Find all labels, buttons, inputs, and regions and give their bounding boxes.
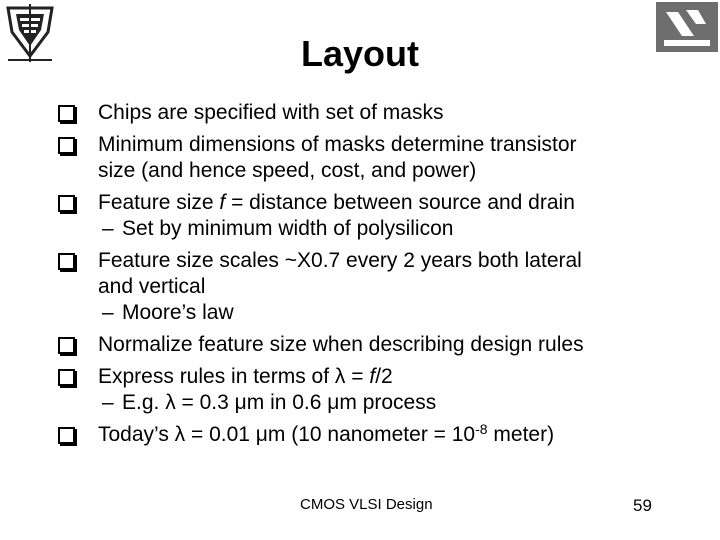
checkbox-bullet-icon (58, 337, 75, 354)
checkbox-bullet-icon (58, 427, 75, 444)
checkbox-bullet-icon (58, 253, 75, 270)
page-number: 59 (633, 496, 652, 515)
sub-bullet-item: – E.g. λ = 0.3 μm in 0.6 μm process (102, 391, 437, 414)
bullet-item: Today’s λ = 0.01 μm (10 nanometer = $10^{-8}$ meter) (58, 422, 708, 448)
bullet-item: Minimum dimensions of masks determine transistor size (and hence speed, cost, and power) (58, 132, 708, 184)
checkbox-bullet-icon (58, 105, 75, 122)
checkbox-bullet-icon (58, 195, 75, 212)
checkbox-bullet-icon (58, 137, 75, 154)
sub-bullet-item: – Moore’s law (102, 301, 234, 324)
checkbox-bullet-icon (58, 369, 75, 386)
slide-title: Layout (300, 33, 419, 74)
bullet-item: Feature size scales ~X0.7 every 2 years both lateral and vertical (58, 248, 708, 300)
bullet-item: Feature size f = distance between source and drain (58, 190, 708, 216)
bullet-list (58, 100, 708, 454)
bullet-item: Normalize feature size when describing design rules (58, 332, 708, 358)
sub-bullet-item: – Set by minimum width of polysilicon (102, 217, 454, 240)
footer-course-title: CMOS VLSI Design (300, 496, 433, 513)
bullet-item: Express rules in terms of λ = f/2 (58, 364, 708, 390)
bullet-item: Chips are specified with set of masks (58, 100, 708, 126)
